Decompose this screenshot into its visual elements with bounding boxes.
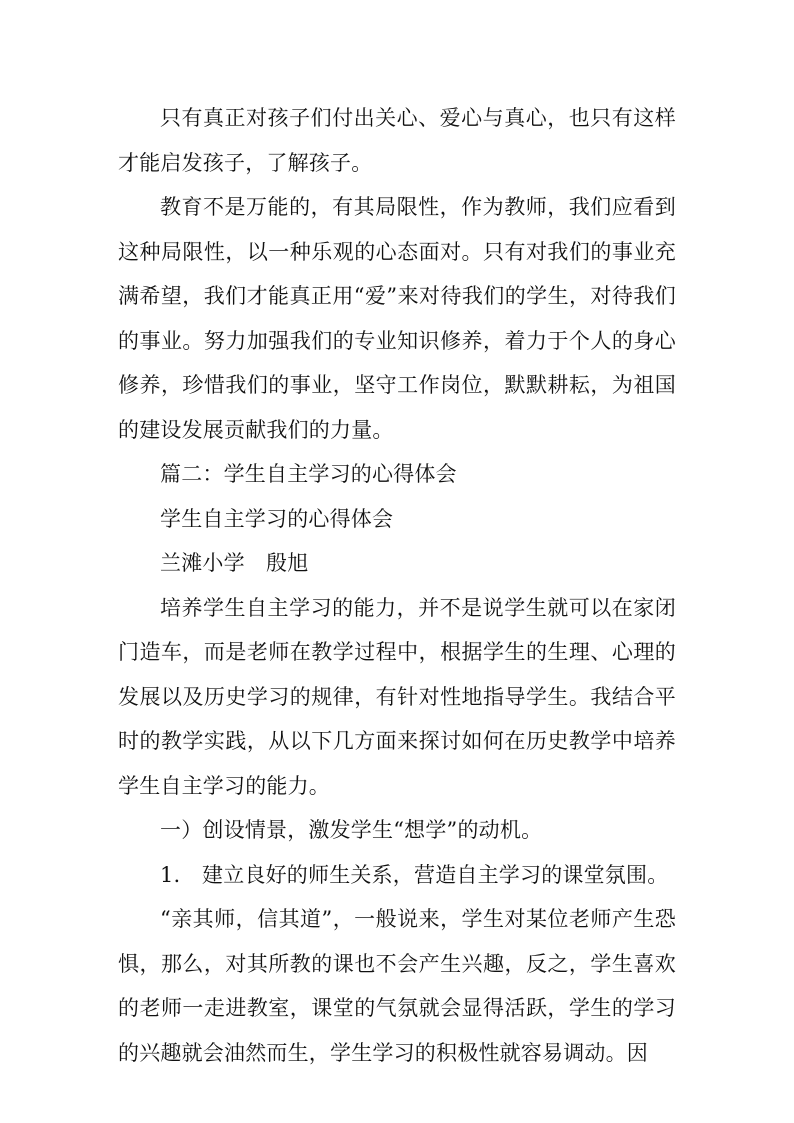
item-number: 1.	[160, 862, 181, 887]
author-line: 兰滩小学 殷旭	[160, 551, 309, 575]
subheading-1: 一）创设情景，激发学生“想学”的动机。	[160, 818, 543, 842]
paragraph-3: 培养学生自主学习的能力，并不是说学生就可以在家闭门造车，而是老师在教学过程中，根据学生的生理、心理的发展以及历史学习的规律，有针对性地指导学生。我结合平时的教学实践，从以下几方面来探讨如何在历史教学中培养学生自主学习的能力。	[118, 595, 676, 798]
section-heading: 篇二：学生自主学习的心得体会	[160, 462, 457, 486]
document-body	[118, 96, 676, 1075]
paragraph-1: 只有真正对孩子们付出关心、爱心与真心，也只有这样才能启发孩子，了解孩子。	[118, 106, 676, 175]
item-text: 建立良好的师生关系，营造自主学习的课堂氛围。	[202, 862, 669, 887]
article-title: 学生自主学习的心得体会	[160, 506, 394, 531]
paragraph-4: “亲其师，信其道”，一般说来，学生对某位老师产生恐惧，那么，对其所教的课也不会产生兴趣，反之，学生喜欢的老师一走进教室，课堂的气氛就会显得活跃，学生的学习的兴趣就会油然而生，学生学习的积极性就容易调动。因	[118, 907, 676, 1065]
numbered-item	[118, 853, 676, 898]
paragraph-2: 教育不是万能的，有其局限性，作为教师，我们应看到这种局限性，以一种乐观的心态面对。只有对我们的事业充满希望，我们才能真正用“爱”来对待我们的学生，对待我们的事业。努力加强我们的专业知识修养，着力于个人的身心修养，珍惜我们的事业，坚守工作岗位，默默耕耘，为祖国的建设发展贡献我们的力量。	[118, 195, 676, 442]
